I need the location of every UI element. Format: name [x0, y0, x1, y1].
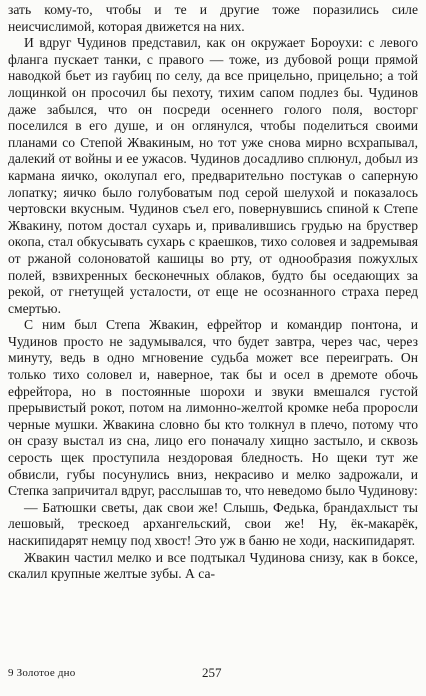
printer-signature-mark: 9 Золотое дно	[8, 667, 76, 679]
paragraph: Жвакин частил мелко и все подтыкал Чудинова снизу, как в боксе, скалил крупные желтые зубы. А са-	[8, 549, 418, 582]
dialogue-paragraph: — Батюшки светы, дак свои же! Слышь, Федька, брандахлыст ты лешовый, трескоед архангельский, свои же! Ну, ёк-макарёк, наскипидарят немцу под хвост! Это уж в баню не ходи, наскипидарят.	[8, 499, 418, 548]
page-number: 257	[202, 665, 222, 680]
paragraph: С ним был Степа Жвакин, ефрейтор и командир понтона, и Чудинов просто не задумывался, что будет завтра, через час, через минуту, ведь в одно мгновение судьба может все переиграть. Он только тихо соловел и, наверное, так бы и осел в дремоте обочь ефрейтора, но в постоянные шорохи и звуки вмешался густой прерывистый рокот, потом на лимонно-желтой кромке неба проросли черные мушки. Жвакина словно бы кто толкнул в плечо, потому что он сразу выстал из сна, лицо его поначалу хищно застыло, и сквозь серость щек проступила нездоровая бледность. Но щеки тут же обвисли, губы посунулись вниз, некрасиво и мелко задрожали, и Степка запричитал вдруг, расслышав то, что неведомо было Чудинову:	[8, 317, 418, 499]
body-text	[8, 2, 418, 583]
page-footer	[8, 665, 418, 685]
paragraph: зать кому-то, чтобы и те и другие тоже поразились силе неисчислимой, которая движется на них.	[8, 2, 418, 34]
paragraph: И вдруг Чудинов представил, как он окружает Бороухи: с левого фланга пускает танки, с правого — тоже, из дубовой рощи прямой наводкой бьет из гаубиц по селу, да все прицельно, прицельно; а той лощинкой он просочил бы пехоту, тихим сапом подлез бы. Чудинов даже забылся, что он посреди осеннего голого поля, восторг поселился в его душе, и он оглянулся, чтобы поделиться своими планами со Степой Жвакиным, но тот уже снова мирно всхрапывал, далекий от войны и ее ужасов. Чудинов досадливо сплюнул, добыл из кармана яичко, околупал его, предварительно постукав о саперную лопатку; яичко было голубоватым под серой шелухой и показалось чертовски вкусным. Чудинов съел его, повернувшись спиной к Степе Жвакину, потом достал сухарь и, привалившись грудью на бруствер окопа, стал обкусывать сухарь с краешков, тихо соловея и задремывая от ржаной солоноватой кашицы во рту, от однообразия пожухлых полей, взвихренных бесконечных облаков, будто бы оседающих за рекой, от гнетущей усталости, от еще не осознанного страха перед смертью.	[8, 35, 418, 316]
